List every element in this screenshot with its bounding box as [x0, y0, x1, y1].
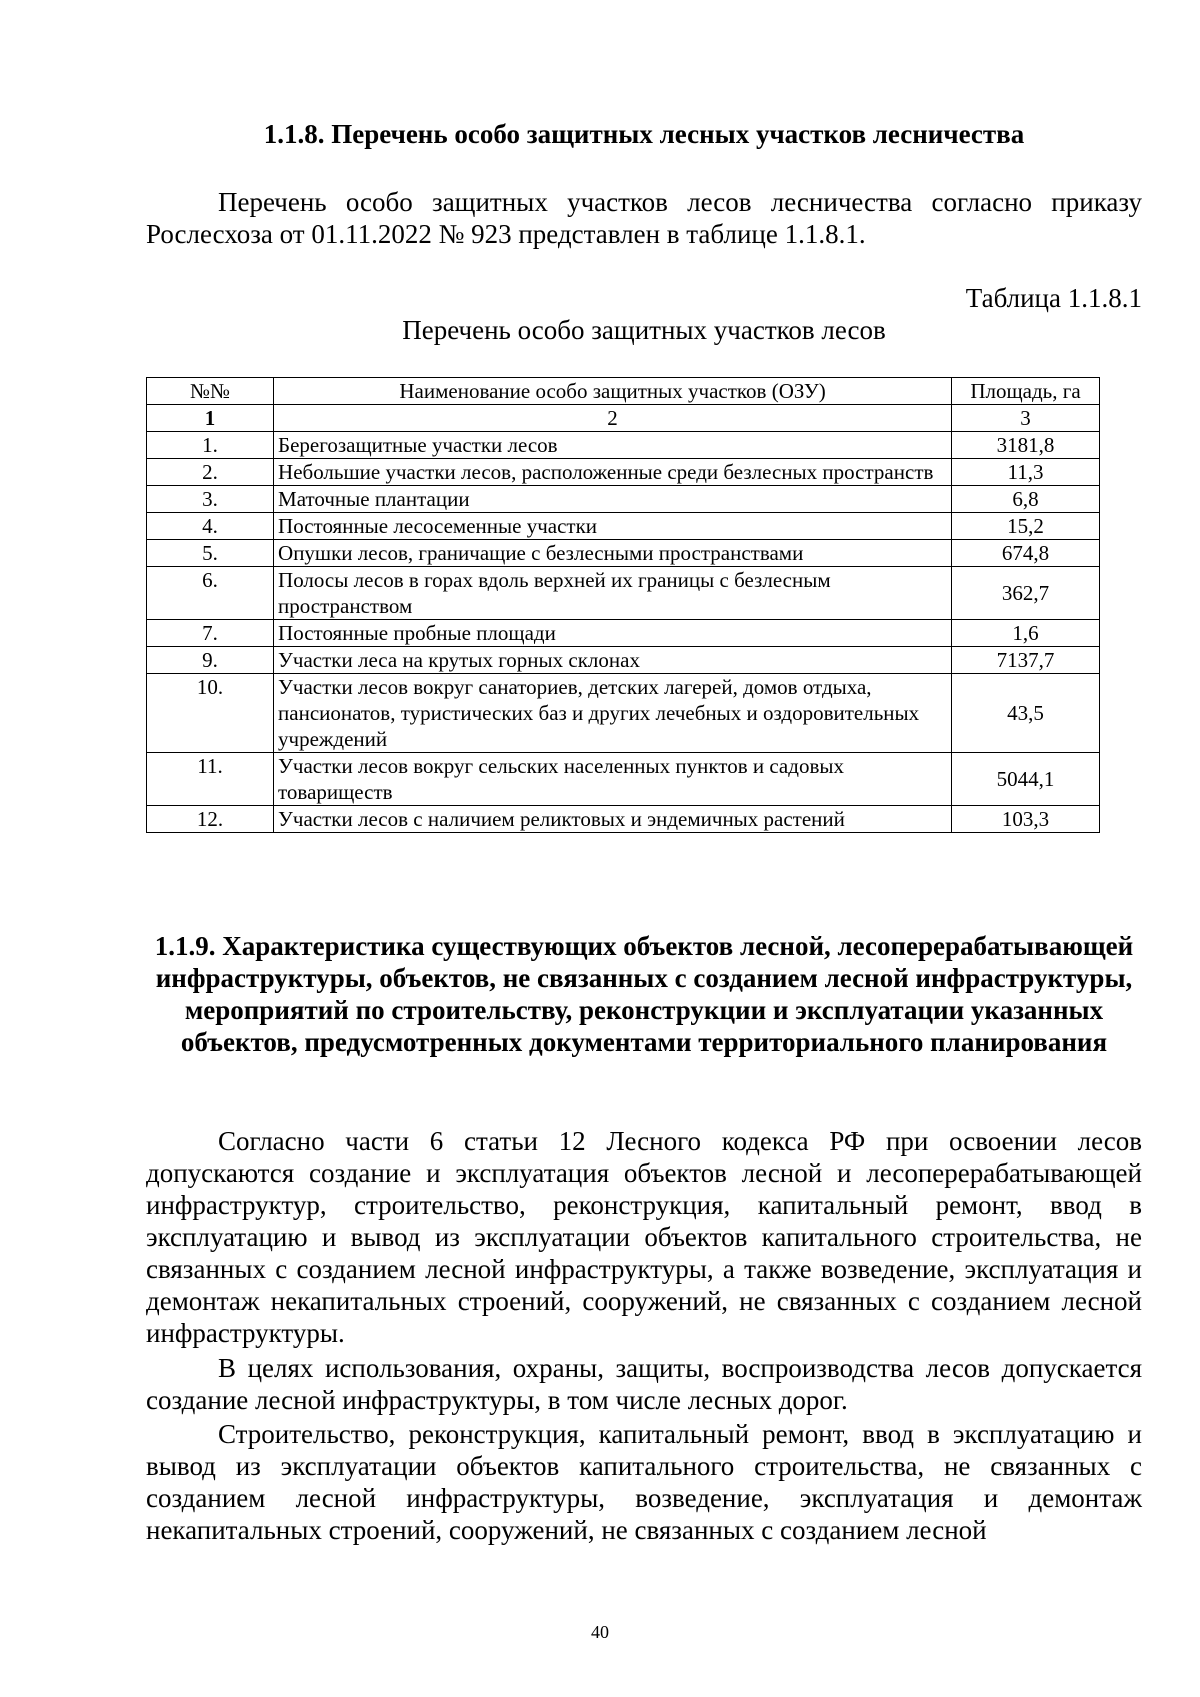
row-area: 6,8	[952, 486, 1100, 513]
row-number: 1.	[147, 432, 274, 459]
row-number: 3.	[147, 486, 274, 513]
column-index-3: 3	[952, 405, 1100, 432]
row-area: 674,8	[952, 540, 1100, 567]
row-area: 7137,7	[952, 647, 1100, 674]
row-name: Небольшие участки лесов, расположенные среди безлесных пространств	[274, 459, 952, 486]
column-header-number: №№	[147, 378, 274, 405]
row-number: 11.	[147, 753, 274, 806]
table-row	[147, 647, 1100, 674]
table-index-row	[147, 405, 1100, 432]
intro-paragraph: Перечень особо защитных участков лесов лесничества согласно приказу Рослесхоза от 01.11.2022 № 923 представлен в таблице 1.1.8.1.	[146, 187, 1142, 249]
table-row	[147, 540, 1100, 567]
row-area: 3181,8	[952, 432, 1100, 459]
row-number: 9.	[147, 647, 274, 674]
page-number: 40	[591, 1622, 609, 1642]
section-heading-1-1-8: 1.1.8. Перечень особо защитных лесных участков лесничества	[263, 119, 1025, 149]
row-name: Маточные плантации	[274, 486, 952, 513]
row-area: 5044,1	[952, 753, 1100, 806]
section-heading-1-1-9: 1.1.9. Характеристика существующих объектов лесной, лесоперерабатывающей инфраструктуры, объектов, не связанных с созданием лесной инфраструктуры, мероприятий по строительству, реконструкции и эксплуатации указанных объектов, предусмотренных документами территориального планирования	[154, 931, 1134, 1057]
column-header-area: Площадь, га	[952, 378, 1100, 405]
row-number: 12.	[147, 806, 274, 833]
body-paragraph: Строительство, реконструкция, капитальный ремонт, ввод в эксплуатацию и вывод из эксплуатации объектов капитального строительства, не связанных с созданием лесной инфраструктуры, возведение, эксплуатация и демонтаж некапитальных строений, сооружений, не связанных с созданием лесной	[146, 1419, 1142, 1545]
row-name: Полосы лесов в горах вдоль верхней их границы с безлесным пространством	[274, 567, 952, 620]
body-paragraph: Согласно части 6 статьи 12 Лесного кодекса РФ при освоении лесов допускаются создание и эксплуатация объектов лесной и лесоперерабатывающей инфраструктур, строительство, реконструкция, капитальный ремонт, ввод в эксплуатацию и вывод из эксплуатации объектов капитального строительства, не связанных с созданием лесной инфраструктуры, а также возведение, эксплуатация и демонтаж некапитальных строений, сооружений, не связанных с созданием лесной инфраструктуры.	[146, 1126, 1142, 1348]
column-header-name: Наименование особо защитных участков (ОЗУ)	[274, 378, 952, 405]
table-row	[147, 620, 1100, 647]
row-area: 362,7	[952, 567, 1100, 620]
column-index-1: 1	[147, 405, 274, 432]
row-area: 43,5	[952, 674, 1100, 753]
table-row	[147, 432, 1100, 459]
table-title: Перечень особо защитных участков лесов	[402, 315, 886, 345]
table-row	[147, 459, 1100, 486]
row-name: Участки леса на крутых горных склонах	[274, 647, 952, 674]
table-row	[147, 674, 1100, 753]
table-row	[147, 567, 1100, 620]
row-name: Постоянные пробные площади	[274, 620, 952, 647]
row-name: Постоянные лесосеменные участки	[274, 513, 952, 540]
table-row	[147, 486, 1100, 513]
row-number: 4.	[147, 513, 274, 540]
row-area: 15,2	[952, 513, 1100, 540]
body-paragraph: В целях использования, охраны, защиты, воспроизводства лесов допускается создание лесной инфраструктуры, в том числе лесных дорог.	[146, 1353, 1142, 1415]
column-index-2: 2	[274, 405, 952, 432]
row-area: 1,6	[952, 620, 1100, 647]
row-area: 11,3	[952, 459, 1100, 486]
row-name: Участки лесов вокруг сельских населенных пунктов и садовых товариществ	[274, 753, 952, 806]
table-row	[147, 513, 1100, 540]
table-row	[147, 753, 1100, 806]
row-name: Участки лесов с наличием реликтовых и эндемичных растений	[274, 806, 952, 833]
row-name: Участки лесов вокруг санаториев, детских лагерей, домов отдыха, пансионатов, туристических баз и других лечебных и оздоровительных учреждений	[274, 674, 952, 753]
row-name: Берегозащитные участки лесов	[274, 432, 952, 459]
row-number: 7.	[147, 620, 274, 647]
row-number: 6.	[147, 567, 274, 620]
row-number: 2.	[147, 459, 274, 486]
row-area: 103,3	[952, 806, 1100, 833]
table-label: Таблица 1.1.8.1	[965, 283, 1142, 313]
table-header-row	[147, 378, 1100, 405]
table-row	[147, 806, 1100, 833]
ozu-table	[146, 377, 1100, 833]
row-number: 10.	[147, 674, 274, 753]
row-number: 5.	[147, 540, 274, 567]
row-name: Опушки лесов, граничащие с безлесными пространствами	[274, 540, 952, 567]
